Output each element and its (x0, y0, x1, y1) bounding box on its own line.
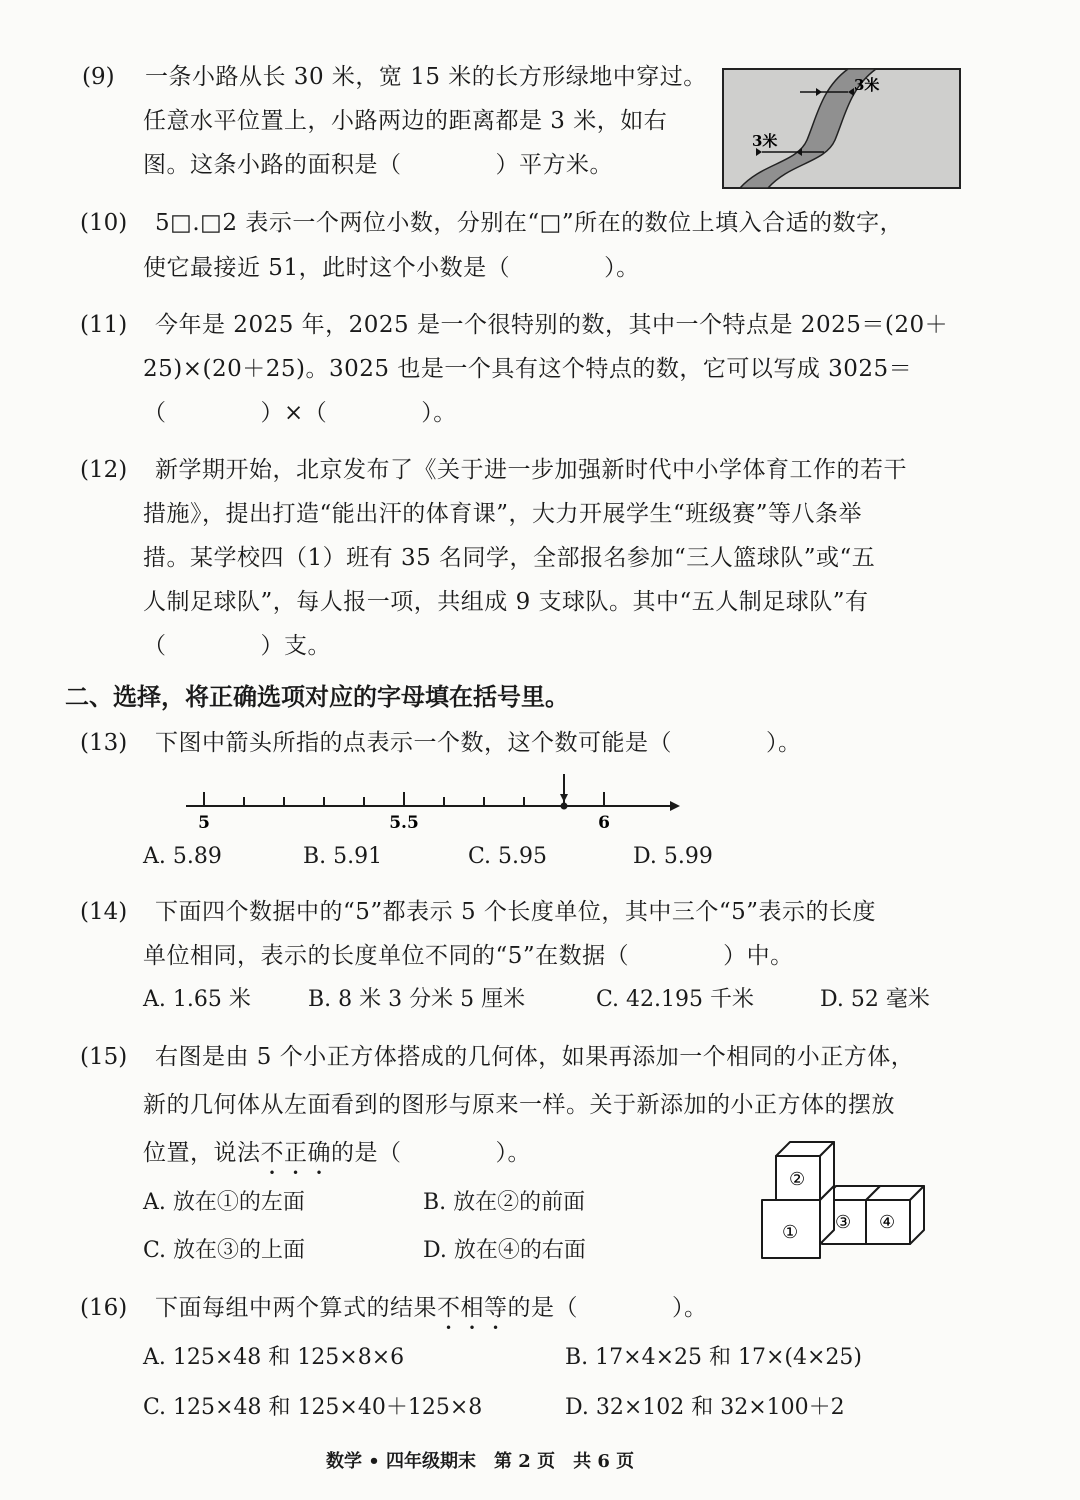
question-number: (11) (80, 312, 128, 338)
tick-label: 6 (598, 813, 610, 833)
question-text: （ ）×（ ）。 (143, 400, 457, 426)
option-a: A. 1.65 米 (143, 987, 251, 1012)
option-a: A. 5.89 (143, 844, 222, 869)
width-label: 3米 (854, 76, 880, 94)
option-d: D. 5.99 (633, 844, 713, 869)
tick-label: 5 (198, 813, 210, 833)
axis-arrowhead (670, 801, 680, 811)
option-a: A. 放在①的左面 (143, 1190, 305, 1215)
text-part: 位置，说法 (143, 1140, 261, 1166)
question-number: (15) (80, 1044, 128, 1070)
question-text: 新学期开始，北京发布了《关于进一步加强新时代中小学体育工作的若干 (155, 457, 907, 483)
option-b: B. 8 米 3 分米 5 厘米 (308, 987, 526, 1012)
pointer-arrowhead (560, 794, 568, 802)
question-text: 25)×(20＋25)。3025 也是一个具有这个特点的数，它可以写成 3025＝ (143, 356, 913, 382)
question-text: 任意水平位置上，小路两边的距离都是 3 米，如右 (143, 108, 668, 134)
emphasis-text: 不正确 (260, 1140, 331, 1166)
question-text: 人制足球队”，每人报一项，共组成 9 支球队。其中“五人制足球队”有 (143, 589, 869, 615)
option-c: C. 5.95 (468, 844, 548, 869)
width-label: 3米 (752, 132, 778, 150)
question-number: (13) (80, 730, 128, 756)
option-c: C. 放在③的上面 (143, 1238, 306, 1263)
cube-label-4: ④ (879, 1212, 896, 1233)
question-text: 一条小路从长 30 米，宽 15 米的长方形绿地中穿过。 (145, 64, 707, 90)
question-text: 措。某学校四（1）班有 35 名同学，全部报名参加“三人篮球队”或“五 (143, 545, 876, 571)
option-b: B. 5.91 (303, 844, 383, 869)
option-d: D. 52 毫米 (820, 987, 930, 1012)
option-c: C. 125×48 和 125×40＋125×8 (143, 1395, 483, 1420)
option-c: C. 42.195 千米 (596, 987, 755, 1012)
question-number: (14) (80, 899, 128, 925)
point-dot (561, 803, 568, 810)
cube-figure (758, 1138, 933, 1264)
question-text: 下图中箭头所指的点表示一个数，这个数可能是（ ）。 (155, 730, 802, 756)
question-text: 图。这条小路的面积是（ ）平方米。 (143, 152, 613, 178)
question-text: 措施》，提出打造“能出汗的体育课”，大力开展学生“班级赛”等八条举 (143, 501, 863, 527)
cube-label-2: ② (789, 1169, 806, 1190)
option-b: B. 放在②的前面 (423, 1190, 586, 1215)
question-text: （ ）支。 (143, 633, 331, 659)
question-text: 新的几何体从左面看到的图形与原来一样。关于新添加的小正方体的摆放 (143, 1092, 895, 1118)
page-footer: 数学 • 四年级期末 第 2 页 共 6 页 (326, 1451, 635, 1472)
cube-label-1: ① (782, 1222, 799, 1243)
option-d: D. 放在④的右面 (423, 1238, 586, 1263)
question-text: 右图是由 5 个小正方体搭成的几何体，如果再添加一个相同的小正方体， (155, 1044, 915, 1070)
tick-label: 5.5 (389, 813, 419, 833)
question-text: 使它最接近 51，此时这个小数是（ ）。 (143, 255, 640, 281)
question-text (155, 1293, 708, 1335)
section-heading: 二、选择，将正确选项对应的字母填在括号里。 (65, 683, 569, 711)
text-part: 的是（ ）。 (331, 1140, 531, 1166)
question-number: (12) (80, 457, 128, 483)
question-number: (16) (80, 1295, 128, 1321)
number-line (180, 770, 700, 840)
cube-label-3: ③ (835, 1212, 852, 1233)
path-figure (722, 68, 962, 190)
question-text: 下面四个数据中的“5”都表示 5 个长度单位，其中三个“5”表示的长度 (155, 899, 877, 925)
emphasis-text: 不相等 (437, 1295, 508, 1321)
option-d: D. 32×102 和 32×100＋2 (565, 1395, 845, 1420)
text-part: 的是（ ）。 (507, 1295, 708, 1321)
question-text (143, 1138, 531, 1180)
option-b: B. 17×4×25 和 17×(4×25) (565, 1345, 863, 1370)
question-text: 单位相同，表示的长度单位不同的“5”在数据（ ）中。 (143, 943, 794, 969)
question-text: 今年是 2025 年，2025 是一个很特别的数，其中一个特点是 2025＝(20＋ (155, 312, 949, 338)
text-part: 下面每组中两个算式的结果 (155, 1295, 437, 1321)
question-number: (9) (82, 64, 115, 90)
question-number: (10) (80, 210, 128, 236)
option-a: A. 125×48 和 125×8×6 (143, 1345, 405, 1370)
question-text: 5□.□2 表示一个两位小数，分别在“□”所在的数位上填入合适的数字， (155, 210, 904, 236)
